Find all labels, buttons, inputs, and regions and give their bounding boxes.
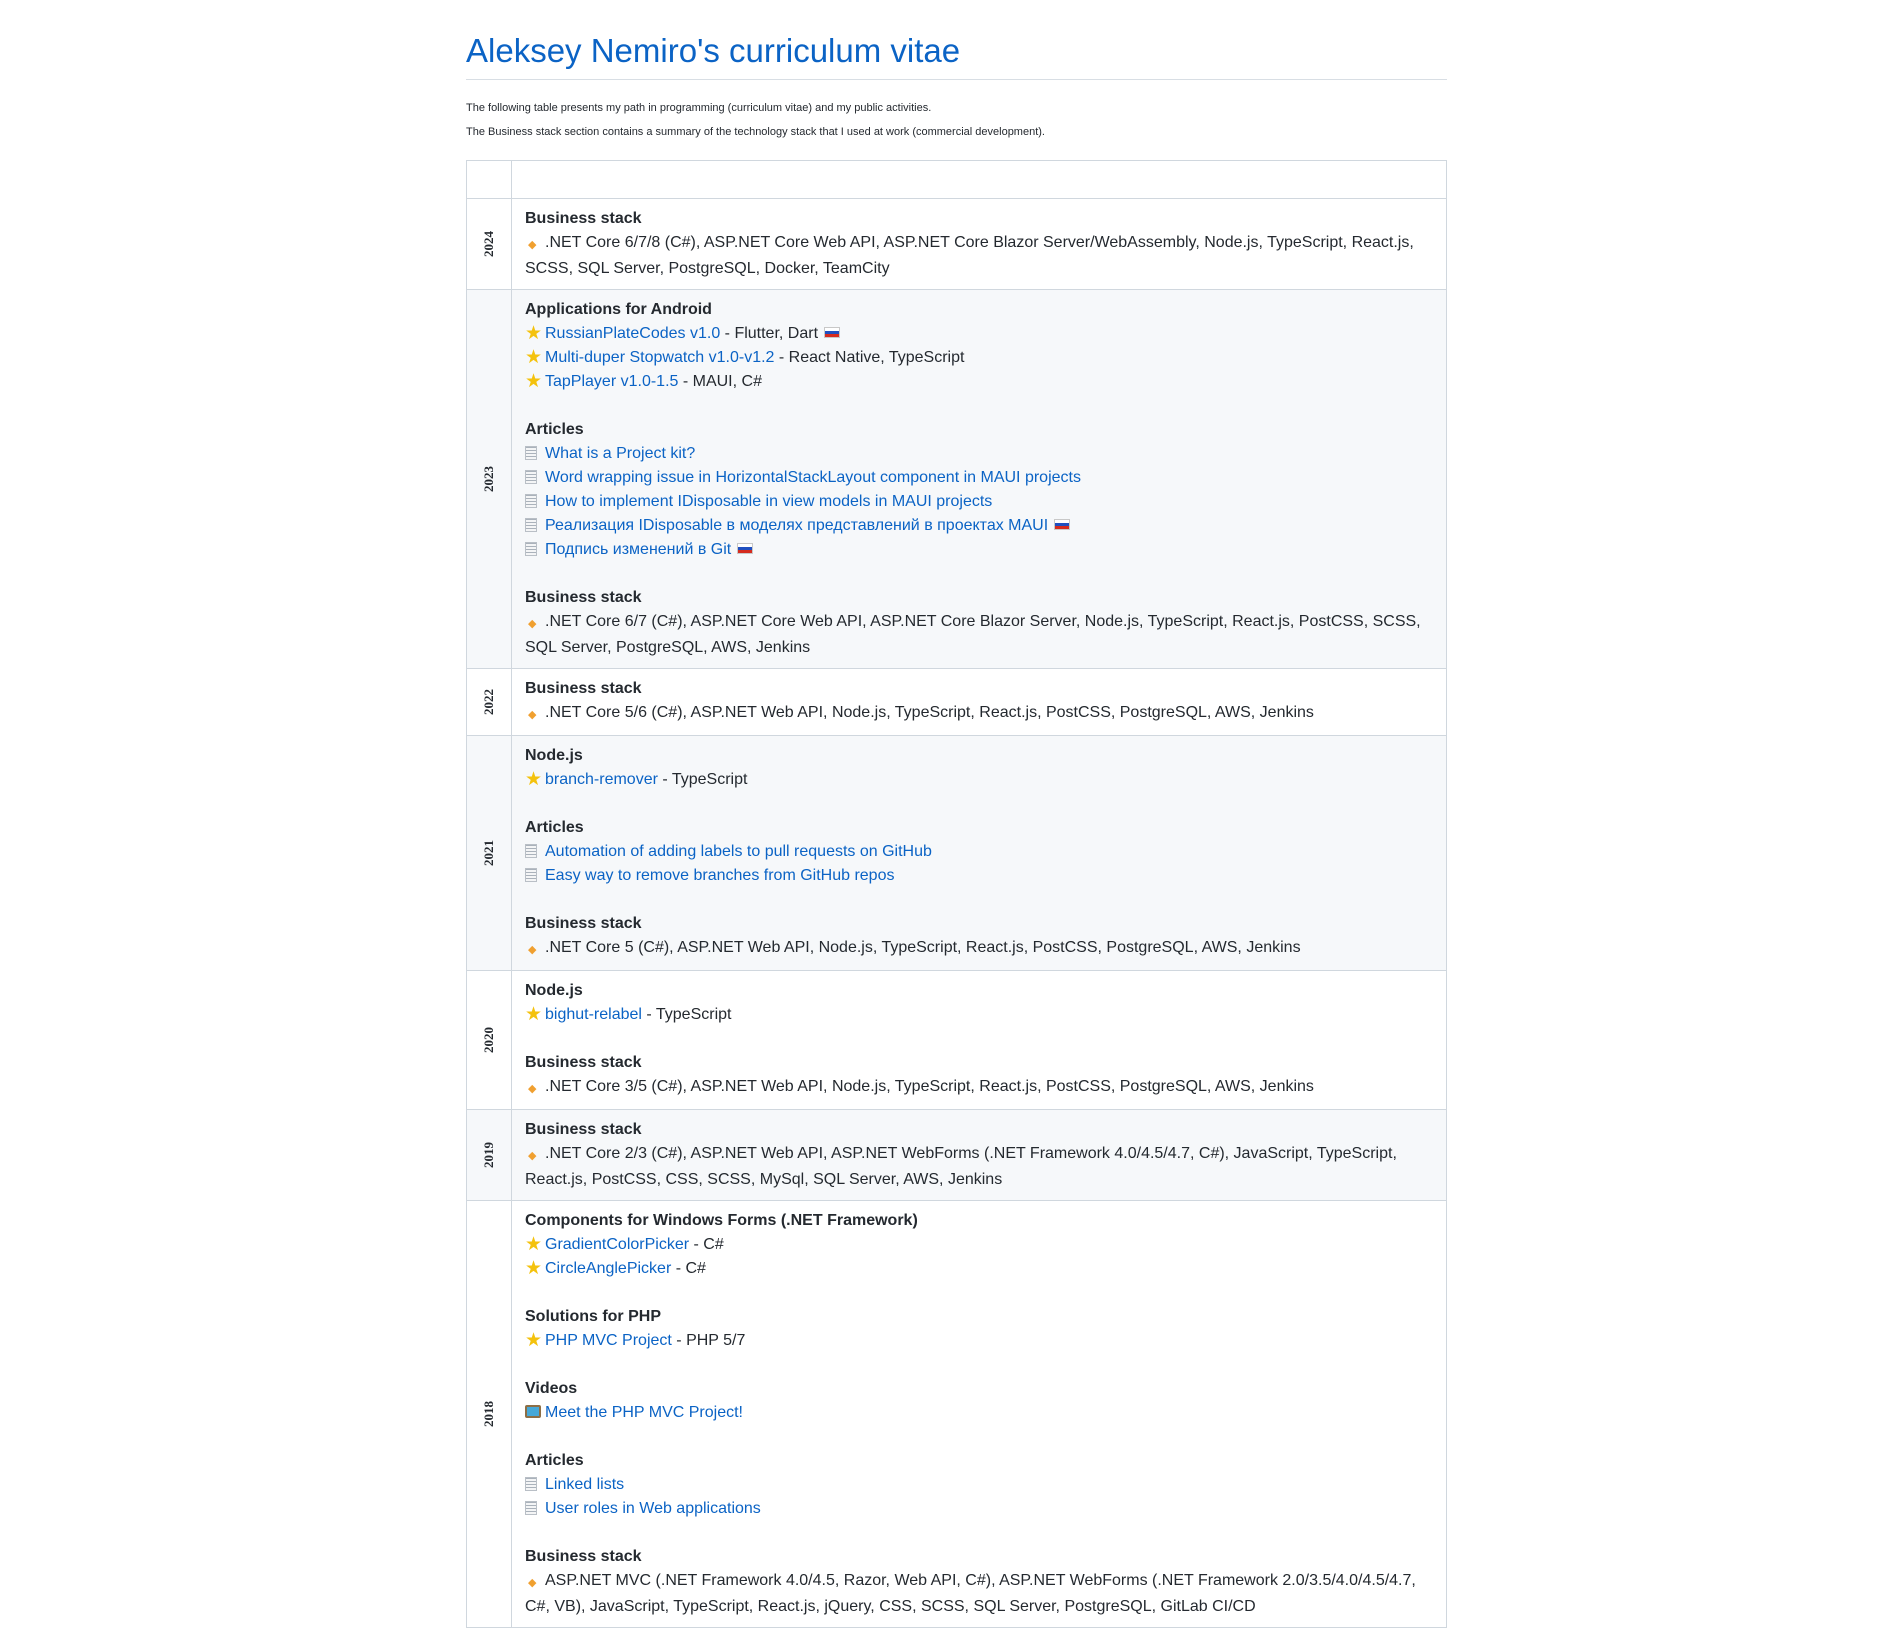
item-text: - C# <box>671 1260 706 1277</box>
section <box>525 1305 1433 1353</box>
item-text: - PHP 5/7 <box>671 1332 746 1349</box>
year-cell <box>467 1201 512 1628</box>
section <box>525 298 1433 394</box>
section-title: Components for Windows Forms (.NET Framework) <box>525 1212 918 1229</box>
list-item <box>525 466 1433 490</box>
list-item <box>525 1569 1433 1619</box>
diamond-icon: ◆ <box>528 1150 537 1162</box>
diamond-icon: ◆ <box>528 1577 537 1589</box>
document-icon <box>525 844 537 858</box>
item-text: .NET Core 6/7 (C#), ASP.NET Core Web API, ASP.NET Core Blazor Server, Node.js, TypeScript, React.js, PostCSS, SCSS, SQL Server, PostgreSQL, AWS, Jenkins <box>525 613 1421 656</box>
item-link[interactable]: Реализация IDisposable в моделях представлений в проектах MAUI <box>545 517 1049 534</box>
list-item <box>525 370 1433 394</box>
year-label: 2018 <box>481 1401 496 1427</box>
content-cell <box>512 199 1447 290</box>
list-item <box>525 1473 1433 1497</box>
section-title: Business stack <box>525 680 642 697</box>
list-item <box>525 1257 1433 1281</box>
item-text: - TypeScript <box>657 771 748 788</box>
content-cell <box>512 736 1447 971</box>
table-row <box>467 669 1447 736</box>
russia-flag-icon <box>824 327 840 338</box>
diamond-icon: ◆ <box>528 944 537 956</box>
document-icon <box>525 518 537 532</box>
section-title: Applications for Android <box>525 301 712 318</box>
section <box>525 1118 1433 1192</box>
content-cell <box>512 669 1447 736</box>
content-cell <box>512 971 1447 1110</box>
item-link[interactable]: GradientColorPicker <box>545 1236 690 1253</box>
section <box>525 1377 1433 1425</box>
list-item <box>525 1075 1433 1101</box>
item-text: .NET Core 3/5 (C#), ASP.NET Web API, Node.js, TypeScript, React.js, PostCSS, PostgreSQL, AWS, Jenkins <box>545 1078 1314 1095</box>
item-link[interactable]: Word wrapping issue in HorizontalStackLayout component in MAUI projects <box>545 469 1081 486</box>
item-link[interactable]: TapPlayer v1.0-1.5 <box>545 373 679 390</box>
section-title: Business stack <box>525 589 642 606</box>
list-item <box>525 840 1433 864</box>
content-cell <box>512 290 1447 669</box>
list-item <box>525 1233 1433 1257</box>
list-item <box>525 864 1433 888</box>
section <box>525 1209 1433 1281</box>
item-text: - MAUI, C# <box>678 373 762 390</box>
section-title: Articles <box>525 421 584 438</box>
section <box>525 979 1433 1027</box>
star-icon: ★ <box>525 323 543 344</box>
list-item <box>525 346 1433 370</box>
item-link[interactable]: User roles in Web applications <box>545 1500 761 1517</box>
list-item <box>525 1003 1433 1027</box>
item-text: .NET Core 6/7/8 (C#), ASP.NET Core Web API, ASP.NET Core Blazor Server/WebAssembly, Node.js, TypeScript, React.js, SCSS, SQL Server, PostgreSQL, Docker, TeamCity <box>525 234 1414 277</box>
section-title: Videos <box>525 1380 578 1397</box>
section <box>525 744 1433 792</box>
item-link[interactable]: CircleAnglePicker <box>545 1260 672 1277</box>
cv-table-body <box>467 161 1447 1628</box>
year-label: 2023 <box>481 466 496 492</box>
star-icon: ★ <box>525 1004 543 1025</box>
item-link[interactable]: PHP MVC Project <box>545 1332 672 1349</box>
item-link[interactable]: bighut-relabel <box>545 1006 642 1023</box>
year-label: 2021 <box>481 840 496 866</box>
star-icon: ★ <box>525 347 543 368</box>
star-icon: ★ <box>525 769 543 790</box>
table-row <box>467 199 1447 290</box>
document-icon <box>525 1501 537 1515</box>
year-label: 2022 <box>481 689 496 715</box>
list-item <box>525 231 1433 281</box>
star-icon: ★ <box>525 1258 543 1279</box>
russia-flag-icon <box>1054 519 1070 530</box>
list-item <box>525 1497 1433 1521</box>
list-item <box>525 490 1433 514</box>
section <box>525 207 1433 281</box>
section-title: Business stack <box>525 1054 642 1071</box>
intro <box>466 96 1447 144</box>
item-link[interactable]: Multi-duper Stopwatch v1.0-v1.2 <box>545 349 775 366</box>
intro-line: The Business stack section contains a summary of the technology stack that I used at work (commercial development). <box>466 126 1045 138</box>
section-title: Articles <box>525 819 584 836</box>
section-title: Node.js <box>525 747 583 764</box>
page-title: Aleksey Nemiro's curriculum vitae <box>466 0 1447 80</box>
year-label: 2024 <box>481 231 496 257</box>
section <box>525 418 1433 562</box>
list-item <box>525 538 1433 562</box>
content-cell <box>512 1110 1447 1201</box>
item-text: - C# <box>689 1236 724 1253</box>
item-link[interactable]: Automation of adding labels to pull requests on GitHub <box>545 843 932 860</box>
year-cell <box>467 736 512 971</box>
item-link[interactable]: Linked lists <box>545 1476 625 1493</box>
item-link[interactable]: How to implement IDisposable in view models in MAUI projects <box>545 493 993 510</box>
header-cell-year <box>467 161 512 199</box>
diamond-icon: ◆ <box>528 618 537 630</box>
year-cell <box>467 1110 512 1201</box>
document-icon <box>525 446 537 460</box>
section <box>525 1545 1433 1619</box>
document-icon <box>525 494 537 508</box>
section-title: Business stack <box>525 1548 642 1565</box>
section-title: Business stack <box>525 1121 642 1138</box>
item-link[interactable]: Meet the PHP MVC Project! <box>545 1404 743 1421</box>
item-link[interactable]: Easy way to remove branches from GitHub repos <box>545 867 895 884</box>
table-row <box>467 290 1447 669</box>
list-item <box>525 442 1433 466</box>
document-icon <box>525 1477 537 1491</box>
item-text: .NET Core 2/3 (C#), ASP.NET Web API, ASP.NET WebForms (.NET Framework 4.0/4.5/4.7, C#), JavaScript, TypeScript, React.js, PostCSS, CSS, SCSS, MySql, SQL Server, AWS, Jenkins <box>525 1145 1397 1188</box>
list-item <box>525 1329 1433 1353</box>
header-cell-content <box>512 161 1447 199</box>
section-title: Articles <box>525 1452 584 1469</box>
document-icon <box>525 470 537 484</box>
section <box>525 816 1433 888</box>
item-text: - TypeScript <box>641 1006 732 1023</box>
list-item <box>525 514 1433 538</box>
russia-flag-icon <box>737 543 753 554</box>
document-icon <box>525 542 537 556</box>
cv-table <box>466 160 1447 1628</box>
section-title: Business stack <box>525 210 642 227</box>
year-cell <box>467 290 512 669</box>
table-header-row <box>467 161 1447 199</box>
item-text: .NET Core 5/6 (C#), ASP.NET Web API, Node.js, TypeScript, React.js, PostCSS, PostgreSQL, AWS, Jenkins <box>545 704 1314 721</box>
list-item <box>525 610 1433 660</box>
star-icon: ★ <box>525 1330 543 1351</box>
year-cell <box>467 199 512 290</box>
item-text: .NET Core 5 (C#), ASP.NET Web API, Node.js, TypeScript, React.js, PostCSS, PostgreSQL, AWS, Jenkins <box>545 939 1301 956</box>
year-label: 2020 <box>481 1027 496 1053</box>
list-item <box>525 1142 1433 1192</box>
list-item <box>525 701 1433 727</box>
section-title: Node.js <box>525 982 583 999</box>
item-text: - Flutter, Dart <box>720 325 819 342</box>
diamond-icon: ◆ <box>528 709 537 721</box>
item-link[interactable]: What is a Project kit? <box>545 445 696 462</box>
list-item <box>525 322 1433 346</box>
diamond-icon: ◆ <box>528 239 537 251</box>
star-icon: ★ <box>525 371 543 392</box>
section <box>525 586 1433 660</box>
table-row <box>467 1110 1447 1201</box>
tv-icon <box>525 1405 541 1418</box>
table-row <box>467 1201 1447 1628</box>
table-row <box>467 971 1447 1110</box>
star-icon: ★ <box>525 1234 543 1255</box>
table-row <box>467 736 1447 971</box>
item-text: - React Native, TypeScript <box>774 349 965 366</box>
year-label: 2019 <box>481 1142 496 1168</box>
diamond-icon: ◆ <box>528 1083 537 1095</box>
section-title: Solutions for PHP <box>525 1308 661 1325</box>
section <box>525 677 1433 727</box>
item-link[interactable]: Подпись изменений в Git <box>545 541 732 558</box>
year-cell <box>467 971 512 1110</box>
list-item <box>525 768 1433 792</box>
section <box>525 1449 1433 1521</box>
intro-line: The following table presents my path in programming (curriculum vitae) and my public activities. <box>466 102 932 114</box>
cv-page <box>466 0 1447 1615</box>
section-title: Business stack <box>525 915 642 932</box>
item-link[interactable]: branch-remover <box>545 771 658 788</box>
item-link[interactable]: RussianPlateCodes v1.0 <box>545 325 721 342</box>
list-item <box>525 936 1433 962</box>
section <box>525 1051 1433 1101</box>
content-cell <box>512 1201 1447 1628</box>
document-icon <box>525 868 537 882</box>
section <box>525 912 1433 962</box>
year-cell <box>467 669 512 736</box>
item-text: ASP.NET MVC (.NET Framework 4.0/4.5, Razor, Web API, C#), ASP.NET WebForms (.NET Framework 2.0/3.5/4.0/4.5/4.7, C#, VB), JavaScript, TypeScript, React.js, jQuery, CSS, SCSS, SQL Server, PostgreSQL, GitLab CI/CD <box>525 1572 1416 1615</box>
list-item <box>525 1401 1433 1425</box>
